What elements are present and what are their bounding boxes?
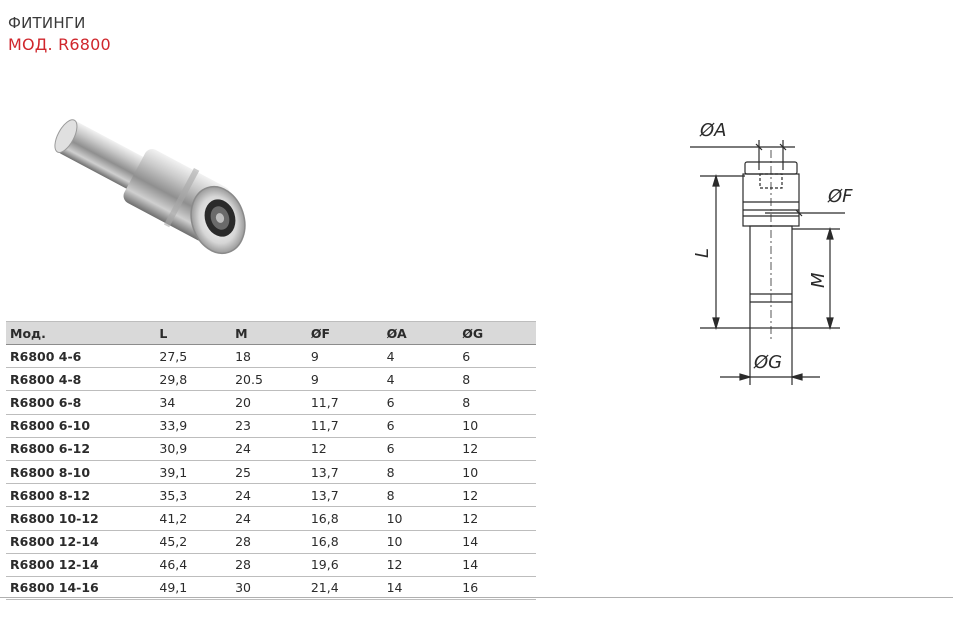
- cell-m: 23: [231, 414, 307, 437]
- cell-model: R6800 6-12: [6, 437, 155, 460]
- col-header-l: L: [155, 322, 231, 345]
- cell-f: 13,7: [307, 460, 383, 483]
- cell-model: R6800 10-12: [6, 507, 155, 530]
- col-header-m: M: [231, 322, 307, 345]
- col-header-a: ØA: [383, 322, 459, 345]
- col-header-model: Мод.: [6, 322, 155, 345]
- cell-model: R6800 4-8: [6, 368, 155, 391]
- table-row: [6, 484, 536, 507]
- cell-m: 24: [231, 484, 307, 507]
- cell-a: 4: [383, 368, 459, 391]
- label-g: ØG: [754, 352, 783, 373]
- cell-g: 8: [458, 391, 536, 414]
- cell-f: 9: [307, 368, 383, 391]
- cell-l: 30,9: [155, 437, 231, 460]
- table-row: [6, 345, 536, 368]
- cell-l: 35,3: [155, 484, 231, 507]
- cell-model: R6800 14-16: [6, 576, 155, 599]
- label-f: ØF: [828, 186, 853, 207]
- cell-m: 28: [231, 530, 307, 553]
- technical-drawing: [680, 110, 860, 390]
- col-header-g: ØG: [458, 322, 536, 345]
- cell-model: R6800 8-10: [6, 460, 155, 483]
- fitting-photo: [30, 88, 280, 288]
- category-title: ФИТИНГИ: [8, 14, 86, 32]
- cell-a: 6: [383, 414, 459, 437]
- cell-f: 19,6: [307, 553, 383, 576]
- cell-f: 16,8: [307, 507, 383, 530]
- cell-a: 6: [383, 437, 459, 460]
- cell-g: 16: [458, 576, 536, 599]
- cell-g: 8: [458, 368, 536, 391]
- cell-a: 8: [383, 484, 459, 507]
- cell-model: R6800 6-10: [6, 414, 155, 437]
- cell-l: 49,1: [155, 576, 231, 599]
- cell-g: 14: [458, 530, 536, 553]
- table-row: [6, 437, 536, 460]
- table-row: [6, 530, 536, 553]
- label-l: L: [692, 247, 713, 258]
- cell-a: 14: [383, 576, 459, 599]
- table-row: [6, 414, 536, 437]
- table-header-row: [6, 322, 536, 345]
- table-row: [6, 368, 536, 391]
- cell-l: 45,2: [155, 530, 231, 553]
- cell-l: 33,9: [155, 414, 231, 437]
- cell-m: 28: [231, 553, 307, 576]
- cell-g: 10: [458, 460, 536, 483]
- spec-table: [6, 321, 536, 600]
- cell-m: 20.5: [231, 368, 307, 391]
- cell-f: 11,7: [307, 414, 383, 437]
- cell-model: R6800 12-14: [6, 530, 155, 553]
- cell-a: 10: [383, 507, 459, 530]
- table-row: [6, 460, 536, 483]
- cell-m: 18: [231, 345, 307, 368]
- cell-f: 12: [307, 437, 383, 460]
- table-row: [6, 507, 536, 530]
- cell-model: R6800 6-8: [6, 391, 155, 414]
- cell-l: 46,4: [155, 553, 231, 576]
- cell-a: 4: [383, 345, 459, 368]
- label-a: ØA: [700, 120, 727, 141]
- cell-l: 34: [155, 391, 231, 414]
- cell-g: 6: [458, 345, 536, 368]
- cell-g: 10: [458, 414, 536, 437]
- cell-a: 12: [383, 553, 459, 576]
- cell-g: 12: [458, 437, 536, 460]
- cell-g: 12: [458, 507, 536, 530]
- cell-a: 6: [383, 391, 459, 414]
- cell-model: R6800 12-14: [6, 553, 155, 576]
- cell-m: 24: [231, 507, 307, 530]
- cell-m: 20: [231, 391, 307, 414]
- table-row: [6, 553, 536, 576]
- cell-a: 10: [383, 530, 459, 553]
- cell-l: 27,5: [155, 345, 231, 368]
- cell-m: 25: [231, 460, 307, 483]
- cell-m: 24: [231, 437, 307, 460]
- cell-model: R6800 4-6: [6, 345, 155, 368]
- bottom-divider: [0, 597, 953, 598]
- model-title: МОД. R6800: [8, 35, 111, 54]
- col-header-f: ØF: [307, 322, 383, 345]
- cell-l: 39,1: [155, 460, 231, 483]
- cell-model: R6800 8-12: [6, 484, 155, 507]
- cell-m: 30: [231, 576, 307, 599]
- cell-f: 13,7: [307, 484, 383, 507]
- cell-a: 8: [383, 460, 459, 483]
- cell-f: 11,7: [307, 391, 383, 414]
- cell-l: 29,8: [155, 368, 231, 391]
- table-row: [6, 391, 536, 414]
- cell-f: 16,8: [307, 530, 383, 553]
- cell-g: 12: [458, 484, 536, 507]
- cell-f: 21,4: [307, 576, 383, 599]
- cell-l: 41,2: [155, 507, 231, 530]
- cell-f: 9: [307, 345, 383, 368]
- cell-g: 14: [458, 553, 536, 576]
- label-m: M: [808, 272, 829, 288]
